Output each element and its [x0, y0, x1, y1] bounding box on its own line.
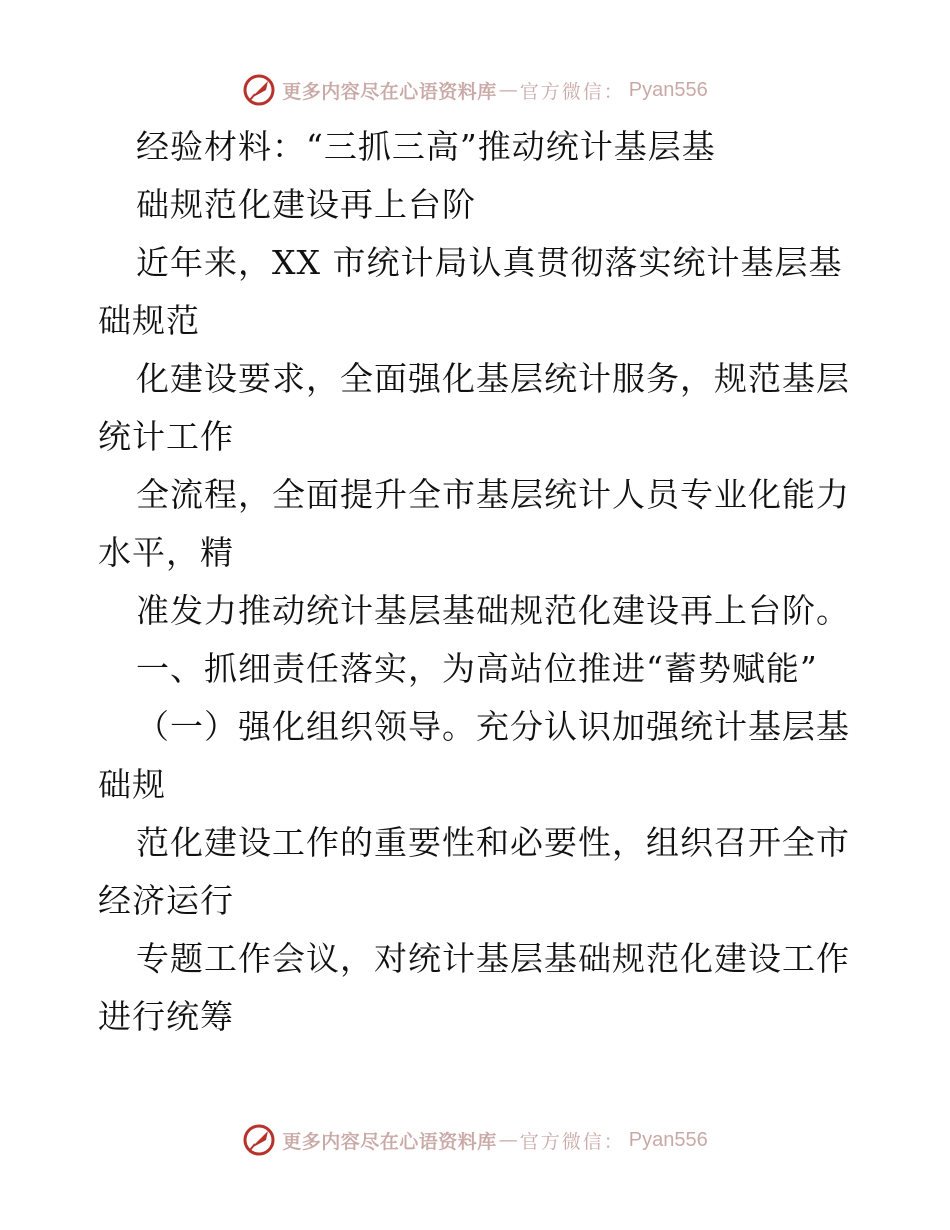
banner-separator: —: [498, 79, 518, 101]
banner-wechat-id: Pyan556: [628, 78, 708, 101]
paragraph-line: 近年来，XX 市统计局认真贯彻落实统计基层基: [136, 243, 843, 282]
footer-watermark-banner: [0, 1120, 950, 1160]
banner-wechat-id: Pyan556: [628, 1128, 708, 1151]
paragraph-line: 一、抓细责任落实，为高站位推进“蓄势赋能”: [136, 649, 818, 688]
paragraph-line: 础规: [98, 765, 166, 804]
document-title-line-1: 经验材料：“三抓三高”推动统计基层基: [136, 127, 716, 166]
paragraph-line: 准发力推动统计基层基础规范化建设再上台阶。: [136, 591, 850, 630]
document-title-line-2: 础规范化建设再上台阶: [136, 185, 476, 224]
paragraph-line: 统计工作: [98, 417, 234, 456]
quill-logo-icon: [242, 1123, 276, 1157]
document-body: [98, 118, 888, 1046]
paragraph-lines: [98, 234, 888, 1046]
banner-wechat-label: 官方微信：: [519, 80, 625, 103]
paragraph-line: 水平，精: [98, 533, 234, 572]
paragraph-line: 范化建设工作的重要性和必要性，组织召开全市: [136, 823, 850, 862]
paragraph-line: 化建设要求，全面强化基层统计服务，规范基层: [136, 359, 850, 398]
banner-text: 更多内容尽在心语资料库: [282, 80, 497, 103]
banner-text: 更多内容尽在心语资料库: [282, 1130, 497, 1153]
paragraph-line: 经济运行: [98, 881, 234, 920]
paragraph-line: 础规范: [98, 301, 200, 340]
paragraph-line: （一）强化组织领导。充分认识加强统计基层基: [136, 707, 850, 746]
header-watermark-banner: [0, 70, 950, 110]
paragraph-line: 进行统筹: [98, 997, 234, 1036]
banner-separator: —: [498, 1129, 518, 1151]
banner-wechat-label: 官方微信：: [519, 1130, 625, 1153]
paragraph-line: 全流程，全面提升全市基层统计人员专业化能力: [136, 475, 850, 514]
quill-logo-icon: [242, 73, 276, 107]
paragraph-line: 专题工作会议，对统计基层基础规范化建设工作: [136, 939, 850, 978]
